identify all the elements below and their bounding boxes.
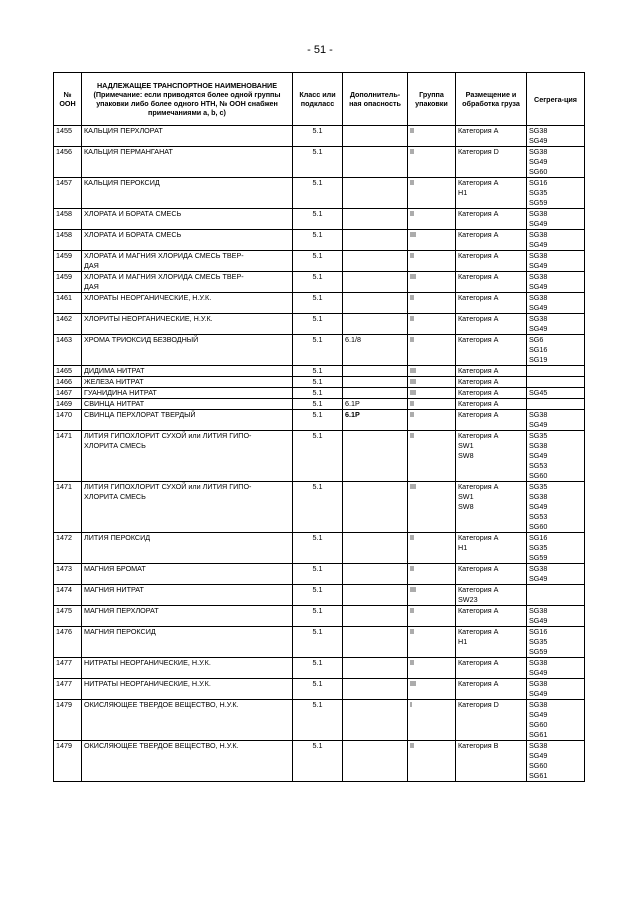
shipping-name-cell: ГУАНИДИНА НИТРАТ <box>82 388 293 399</box>
shipping-name-cell: СВИНЦА НИТРАТ <box>82 399 293 410</box>
class-cell: 5.1 <box>293 377 343 388</box>
packing-group-cell: II <box>408 431 456 482</box>
class-cell: 5.1 <box>293 700 343 741</box>
un-number-cell: 1471 <box>54 431 82 482</box>
subsidiary-risk-cell <box>343 251 408 272</box>
subsidiary-risk-cell <box>343 658 408 679</box>
un-number-cell: 1461 <box>54 293 82 314</box>
packing-group-cell: II <box>408 399 456 410</box>
subsidiary-risk-cell: 6.1P <box>343 399 408 410</box>
un-number-cell: 1473 <box>54 564 82 585</box>
class-cell: 5.1 <box>293 209 343 230</box>
packing-group-cell: II <box>408 564 456 585</box>
packing-group-cell: II <box>408 410 456 431</box>
class-cell: 5.1 <box>293 178 343 209</box>
shipping-name-cell: ЖЕЛЕЗА НИТРАТ <box>82 377 293 388</box>
segregation-cell: SG38 SG49 <box>527 230 585 251</box>
table-row <box>54 431 585 482</box>
stowage-cell: Категория A <box>456 399 527 410</box>
segregation-cell <box>527 585 585 606</box>
stowage-cell: Категория A SW1 SW8 <box>456 482 527 533</box>
shipping-name-cell: ХЛОРАТА И МАГНИЯ ХЛОРИДА СМЕСЬ ТВЕР- ДАЯ <box>82 251 293 272</box>
table-row <box>54 272 585 293</box>
segregation-cell: SG35 SG38 SG49 SG53 SG60 <box>527 482 585 533</box>
dangerous-goods-table <box>53 72 585 782</box>
class-cell: 5.1 <box>293 564 343 585</box>
subsidiary-risk-cell <box>343 147 408 178</box>
un-number-cell: 1462 <box>54 314 82 335</box>
subsidiary-risk-cell <box>343 482 408 533</box>
packing-group-cell: I <box>408 700 456 741</box>
stowage-cell: Категория A SW1 SW8 <box>456 431 527 482</box>
table-row <box>54 377 585 388</box>
packing-group-cell: II <box>408 126 456 147</box>
class-cell: 5.1 <box>293 741 343 782</box>
segregation-cell <box>527 366 585 377</box>
subsidiary-risk-cell <box>343 679 408 700</box>
subsidiary-risk-cell <box>343 533 408 564</box>
shipping-name-cell: МАГНИЯ ПЕРОКСИД <box>82 627 293 658</box>
shipping-name-cell: ХЛОРИТЫ НЕОРГАНИЧЕСКИЕ, Н.У.К. <box>82 314 293 335</box>
class-cell: 5.1 <box>293 126 343 147</box>
table-row <box>54 335 585 366</box>
class-cell: 5.1 <box>293 314 343 335</box>
table-row <box>54 209 585 230</box>
table-row <box>54 293 585 314</box>
packing-group-cell: II <box>408 606 456 627</box>
segregation-cell: SG38 SG49 <box>527 410 585 431</box>
stowage-cell: Категория A <box>456 293 527 314</box>
stowage-cell: Категория A <box>456 658 527 679</box>
un-number-cell: 1466 <box>54 377 82 388</box>
table-row <box>54 399 585 410</box>
table-row <box>54 700 585 741</box>
subsidiary-risk-cell: 6.1P <box>343 410 408 431</box>
un-number-cell: 1471 <box>54 482 82 533</box>
stowage-cell: Категория A <box>456 314 527 335</box>
subsidiary-risk-cell <box>343 431 408 482</box>
stowage-cell: Категория A <box>456 335 527 366</box>
header-segregation: Сегрега-ция <box>527 73 585 126</box>
header-class: Класс или подкласс <box>293 73 343 126</box>
segregation-cell: SG45 <box>527 388 585 399</box>
subsidiary-risk-cell <box>343 314 408 335</box>
segregation-cell: SG38 SG49 SG60 <box>527 147 585 178</box>
un-number-cell: 1467 <box>54 388 82 399</box>
shipping-name-cell: КАЛЬЦИЯ ПЕРМАНГАНАТ <box>82 147 293 178</box>
subsidiary-risk-cell <box>343 741 408 782</box>
stowage-cell: Категория D <box>456 147 527 178</box>
class-cell: 5.1 <box>293 606 343 627</box>
class-cell: 5.1 <box>293 399 343 410</box>
segregation-cell: SG38 SG49 <box>527 126 585 147</box>
packing-group-cell: II <box>408 314 456 335</box>
segregation-cell <box>527 377 585 388</box>
packing-group-cell: III <box>408 679 456 700</box>
segregation-cell <box>527 399 585 410</box>
table-row <box>54 388 585 399</box>
header-shipping-name-title: НАДЛЕЖАЩЕЕ ТРАНСПОРТНОЕ НАИМЕНОВАНИЕ <box>96 81 278 90</box>
un-number-cell: 1479 <box>54 741 82 782</box>
table-row <box>54 658 585 679</box>
packing-group-cell: II <box>408 741 456 782</box>
packing-group-cell: II <box>408 209 456 230</box>
stowage-cell: Категория A <box>456 366 527 377</box>
shipping-name-cell: СВИНЦА ПЕРХЛОРАТ ТВЕРДЫЙ <box>82 410 293 431</box>
table-row <box>54 585 585 606</box>
stowage-cell: Категория A <box>456 377 527 388</box>
shipping-name-cell: ХРОМА ТРИОКСИД БЕЗВОДНЫЙ <box>82 335 293 366</box>
segregation-cell: SG38 SG49 <box>527 209 585 230</box>
subsidiary-risk-cell <box>343 126 408 147</box>
table-row <box>54 147 585 178</box>
class-cell: 5.1 <box>293 366 343 377</box>
subsidiary-risk-cell <box>343 585 408 606</box>
segregation-cell: SG35 SG38 SG49 SG53 SG60 <box>527 431 585 482</box>
shipping-name-cell: НИТРАТЫ НЕОРГАНИЧЕСКИЕ, Н.У.К. <box>82 658 293 679</box>
un-number-cell: 1469 <box>54 399 82 410</box>
subsidiary-risk-cell <box>343 272 408 293</box>
un-number-cell: 1463 <box>54 335 82 366</box>
segregation-cell: SG38 SG49 SG60 SG61 <box>527 741 585 782</box>
class-cell: 5.1 <box>293 272 343 293</box>
segregation-cell: SG38 SG49 <box>527 272 585 293</box>
class-cell: 5.1 <box>293 251 343 272</box>
class-cell: 5.1 <box>293 658 343 679</box>
class-cell: 5.1 <box>293 410 343 431</box>
segregation-cell: SG38 SG49 <box>527 293 585 314</box>
header-packing-group: Группа упаковки <box>408 73 456 126</box>
header-shipping-name <box>82 73 293 126</box>
segregation-cell: SG38 SG49 <box>527 658 585 679</box>
class-cell: 5.1 <box>293 431 343 482</box>
segregation-cell: SG38 SG49 <box>527 251 585 272</box>
un-number-cell: 1477 <box>54 658 82 679</box>
subsidiary-risk-cell <box>343 564 408 585</box>
packing-group-cell: III <box>408 377 456 388</box>
segregation-cell: SG38 SG49 <box>527 564 585 585</box>
shipping-name-cell: ОКИСЛЯЮЩЕЕ ТВЕРДОЕ ВЕЩЕСТВО, Н.У.К. <box>82 700 293 741</box>
class-cell: 5.1 <box>293 147 343 178</box>
shipping-name-cell: ДИДИМА НИТРАТ <box>82 366 293 377</box>
packing-group-cell: III <box>408 388 456 399</box>
shipping-name-cell: ХЛОРАТА И БОРАТА СМЕСЬ <box>82 230 293 251</box>
un-number-cell: 1472 <box>54 533 82 564</box>
table-header-row <box>54 73 585 126</box>
un-number-cell: 1476 <box>54 627 82 658</box>
un-number-cell: 1457 <box>54 178 82 209</box>
un-number-cell: 1459 <box>54 251 82 272</box>
shipping-name-cell: ЛИТИЯ ГИПОХЛОРИТ СУХОЙ или ЛИТИЯ ГИПО- ХЛОРИТА СМЕСЬ <box>82 482 293 533</box>
class-cell: 5.1 <box>293 585 343 606</box>
stowage-cell: Категория A <box>456 272 527 293</box>
header-subsidiary-risk: Дополнитель-ная опасность <box>343 73 408 126</box>
segregation-cell: SG38 SG49 <box>527 606 585 627</box>
subsidiary-risk-cell <box>343 606 408 627</box>
segregation-cell: SG38 SG49 <box>527 679 585 700</box>
subsidiary-risk-cell <box>343 230 408 251</box>
un-number-cell: 1474 <box>54 585 82 606</box>
shipping-name-cell: МАГНИЯ НИТРАТ <box>82 585 293 606</box>
subsidiary-risk-cell <box>343 700 408 741</box>
subsidiary-risk-cell <box>343 377 408 388</box>
segregation-cell: SG16 SG35 SG59 <box>527 533 585 564</box>
packing-group-cell: II <box>408 533 456 564</box>
subsidiary-risk-cell: 6.1/8 <box>343 335 408 366</box>
packing-group-cell: III <box>408 585 456 606</box>
un-number-cell: 1470 <box>54 410 82 431</box>
un-number-cell: 1456 <box>54 147 82 178</box>
shipping-name-cell: НИТРАТЫ НЕОРГАНИЧЕСКИЕ, Н.У.К. <box>82 679 293 700</box>
subsidiary-risk-cell <box>343 627 408 658</box>
table-row <box>54 606 585 627</box>
class-cell: 5.1 <box>293 482 343 533</box>
class-cell: 5.1 <box>293 293 343 314</box>
class-cell: 5.1 <box>293 388 343 399</box>
table-row <box>54 314 585 335</box>
subsidiary-risk-cell <box>343 388 408 399</box>
un-number-cell: 1477 <box>54 679 82 700</box>
segregation-cell: SG38 SG49 SG60 SG61 <box>527 700 585 741</box>
shipping-name-cell: ЛИТИЯ ГИПОХЛОРИТ СУХОЙ или ЛИТИЯ ГИПО- ХЛОРИТА СМЕСЬ <box>82 431 293 482</box>
un-number-cell: 1455 <box>54 126 82 147</box>
segregation-cell: SG16 SG35 SG59 <box>527 178 585 209</box>
shipping-name-cell: ХЛОРАТА И МАГНИЯ ХЛОРИДА СМЕСЬ ТВЕР- ДАЯ <box>82 272 293 293</box>
header-shipping-name-note: (Примечание: если приводятся более одной группы упаковки либо более одного НТН, № ООН снабжен примечаниями a, b, c) <box>93 90 281 117</box>
table-row <box>54 178 585 209</box>
table-row <box>54 126 585 147</box>
stowage-cell: Категория A H1 <box>456 533 527 564</box>
page-number: - 51 - <box>307 44 333 56</box>
segregation-cell: SG38 SG49 <box>527 314 585 335</box>
packing-group-cell: II <box>408 293 456 314</box>
packing-group-cell: II <box>408 251 456 272</box>
class-cell: 5.1 <box>293 230 343 251</box>
table-row <box>54 564 585 585</box>
un-number-cell: 1458 <box>54 209 82 230</box>
un-number-cell: 1458 <box>54 230 82 251</box>
subsidiary-risk-cell <box>343 366 408 377</box>
subsidiary-risk-cell <box>343 178 408 209</box>
table-row <box>54 230 585 251</box>
stowage-cell: Категория A <box>456 230 527 251</box>
table-row <box>54 410 585 431</box>
shipping-name-cell: ХЛОРАТЫ НЕОРГАНИЧЕСКИЕ, Н.У.К. <box>82 293 293 314</box>
shipping-name-cell: КАЛЬЦИЯ ПЕРХЛОРАТ <box>82 126 293 147</box>
class-cell: 5.1 <box>293 335 343 366</box>
subsidiary-risk-cell <box>343 293 408 314</box>
stowage-cell: Категория B <box>456 741 527 782</box>
table-row <box>54 627 585 658</box>
stowage-cell: Категория A <box>456 564 527 585</box>
table-row <box>54 251 585 272</box>
packing-group-cell: II <box>408 178 456 209</box>
shipping-name-cell: КАЛЬЦИЯ ПЕРОКСИД <box>82 178 293 209</box>
stowage-cell: Категория A <box>456 126 527 147</box>
stowage-cell: Категория A <box>456 251 527 272</box>
packing-group-cell: III <box>408 272 456 293</box>
header-stowage: Размещение и обработка груза <box>456 73 527 126</box>
class-cell: 5.1 <box>293 679 343 700</box>
shipping-name-cell: ОКИСЛЯЮЩЕЕ ТВЕРДОЕ ВЕЩЕСТВО, Н.У.К. <box>82 741 293 782</box>
table-row <box>54 366 585 377</box>
segregation-cell: SG16 SG35 SG59 <box>527 627 585 658</box>
stowage-cell: Категория A H1 <box>456 627 527 658</box>
un-number-cell: 1479 <box>54 700 82 741</box>
table-row <box>54 482 585 533</box>
un-number-cell: 1459 <box>54 272 82 293</box>
stowage-cell: Категория A <box>456 209 527 230</box>
stowage-cell: Категория A <box>456 679 527 700</box>
un-number-cell: 1475 <box>54 606 82 627</box>
packing-group-cell: II <box>408 627 456 658</box>
stowage-cell: Категория A SW23 <box>456 585 527 606</box>
class-cell: 5.1 <box>293 533 343 564</box>
packing-group-cell: II <box>408 658 456 679</box>
header-un-number: № ООН <box>54 73 82 126</box>
stowage-cell: Категория D <box>456 700 527 741</box>
stowage-cell: Категория A <box>456 606 527 627</box>
segregation-cell: SG6 SG16 SG19 <box>527 335 585 366</box>
stowage-cell: Категория A H1 <box>456 178 527 209</box>
shipping-name-cell: МАГНИЯ ПЕРХЛОРАТ <box>82 606 293 627</box>
packing-group-cell: II <box>408 335 456 366</box>
class-cell: 5.1 <box>293 627 343 658</box>
packing-group-cell: II <box>408 147 456 178</box>
stowage-cell: Категория A <box>456 388 527 399</box>
table-row <box>54 533 585 564</box>
subsidiary-risk-cell <box>343 209 408 230</box>
table-row <box>54 741 585 782</box>
packing-group-cell: III <box>408 482 456 533</box>
shipping-name-cell: МАГНИЯ БРОМАТ <box>82 564 293 585</box>
un-number-cell: 1465 <box>54 366 82 377</box>
packing-group-cell: III <box>408 230 456 251</box>
shipping-name-cell: ЛИТИЯ ПЕРОКСИД <box>82 533 293 564</box>
stowage-cell: Категория A <box>456 410 527 431</box>
shipping-name-cell: ХЛОРАТА И БОРАТА СМЕСЬ <box>82 209 293 230</box>
packing-group-cell: III <box>408 366 456 377</box>
table-row <box>54 679 585 700</box>
